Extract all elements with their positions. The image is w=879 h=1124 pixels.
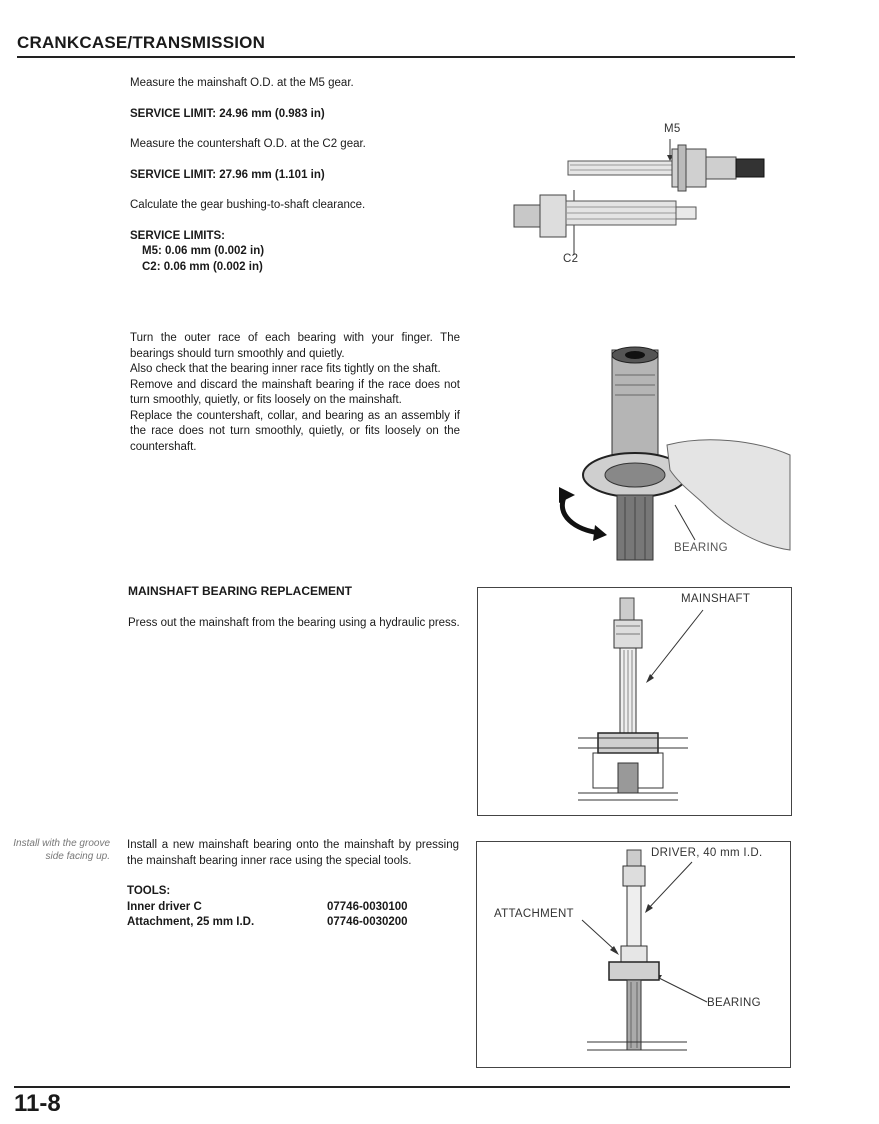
figure-box-bearing-install — [476, 841, 791, 1068]
bearing-check-para-3: Remove and discard the mainshaft bearing if the race does not turn smoothly, quietly, or fits loosely on the mainshaft. — [130, 378, 460, 406]
tool-part-number: 07746-0030200 — [327, 916, 408, 928]
countershaft-service-limit: SERVICE LIMIT: 27.96 mm (1.101 in) — [130, 168, 325, 181]
figure-label-attachment: ATTACHMENT — [494, 908, 574, 920]
figure-label-driver: DRIVER, 40 mm I.D. — [651, 847, 763, 859]
bearing-replacement-heading: MAINSHAFT BEARING REPLACEMENT — [128, 584, 352, 598]
section-bearing-check — [130, 331, 460, 455]
bearing-check-para-1: Turn the outer race of each bearing with your finger. The bearings should turn smoothly and quietly. — [130, 332, 460, 360]
page-number: 11-8 — [14, 1090, 61, 1117]
header-divider — [17, 56, 795, 58]
tool-part-number: 07746-0030100 — [327, 900, 408, 913]
tool-row — [127, 915, 459, 931]
shafts-illustration — [500, 135, 780, 255]
measure-mainshaft-text: Measure the mainshaft O.D. at the M5 gear. — [130, 77, 354, 89]
figure-label-mainshaft: MAINSHAFT — [681, 593, 751, 605]
service-limit-c2: C2: 0.06 mm (0.002 in) — [142, 260, 263, 273]
press-out-text: Press out the mainshaft from the bearing using a hydraulic press. — [128, 616, 460, 629]
measure-countershaft-text: Measure the countershaft O.D. at the C2 gear. — [130, 138, 366, 150]
section-bearing-install — [127, 838, 459, 931]
mainshaft-service-limit: SERVICE LIMIT: 24.96 mm (0.983 in) — [130, 107, 325, 120]
tool-name: Attachment, 25 mm I.D. — [127, 916, 255, 928]
side-note-groove: Install with the groove side facing up. — [13, 838, 110, 862]
figure-label-bearing: BEARING — [674, 542, 728, 554]
calculate-clearance-text: Calculate the gear bushing-to-shaft clearance. — [130, 199, 366, 211]
service-limit-m5: M5: 0.06 mm (0.002 in) — [142, 245, 265, 257]
tool-name: Inner driver C — [127, 900, 202, 913]
bearing-install-illustration — [477, 842, 790, 1067]
service-limits-heading: SERVICE LIMITS: — [130, 229, 225, 242]
mainshaft-press-illustration — [478, 588, 791, 815]
section-bearing-replacement — [128, 584, 460, 631]
bearing-check-para-2: Also check that the bearing inner race fits tightly on the shaft. — [130, 363, 441, 375]
section-measurements — [130, 76, 470, 275]
page-title: CRANKCASE/TRANSMISSION — [17, 33, 266, 52]
footer-divider — [14, 1086, 790, 1088]
bearing-check-para-4: Replace the countershaft, collar, and bearing as an assembly if the race does not turn smoothly, quietly, or fits loosely on the countershaft. — [130, 409, 460, 453]
figure-box-mainshaft — [477, 587, 792, 816]
figure-label-bearing-install: BEARING — [707, 997, 761, 1009]
figure-label-c2: C2 — [563, 253, 579, 265]
install-bearing-text: Install a new mainshaft bearing onto the mainshaft by pressing the mainshaft bearing inner race using the special tools. — [127, 839, 459, 867]
tools-heading: TOOLS: — [127, 885, 171, 897]
tool-row — [127, 900, 459, 916]
bearing-check-illustration — [555, 345, 795, 560]
figure-label-m5: M5 — [664, 123, 681, 135]
